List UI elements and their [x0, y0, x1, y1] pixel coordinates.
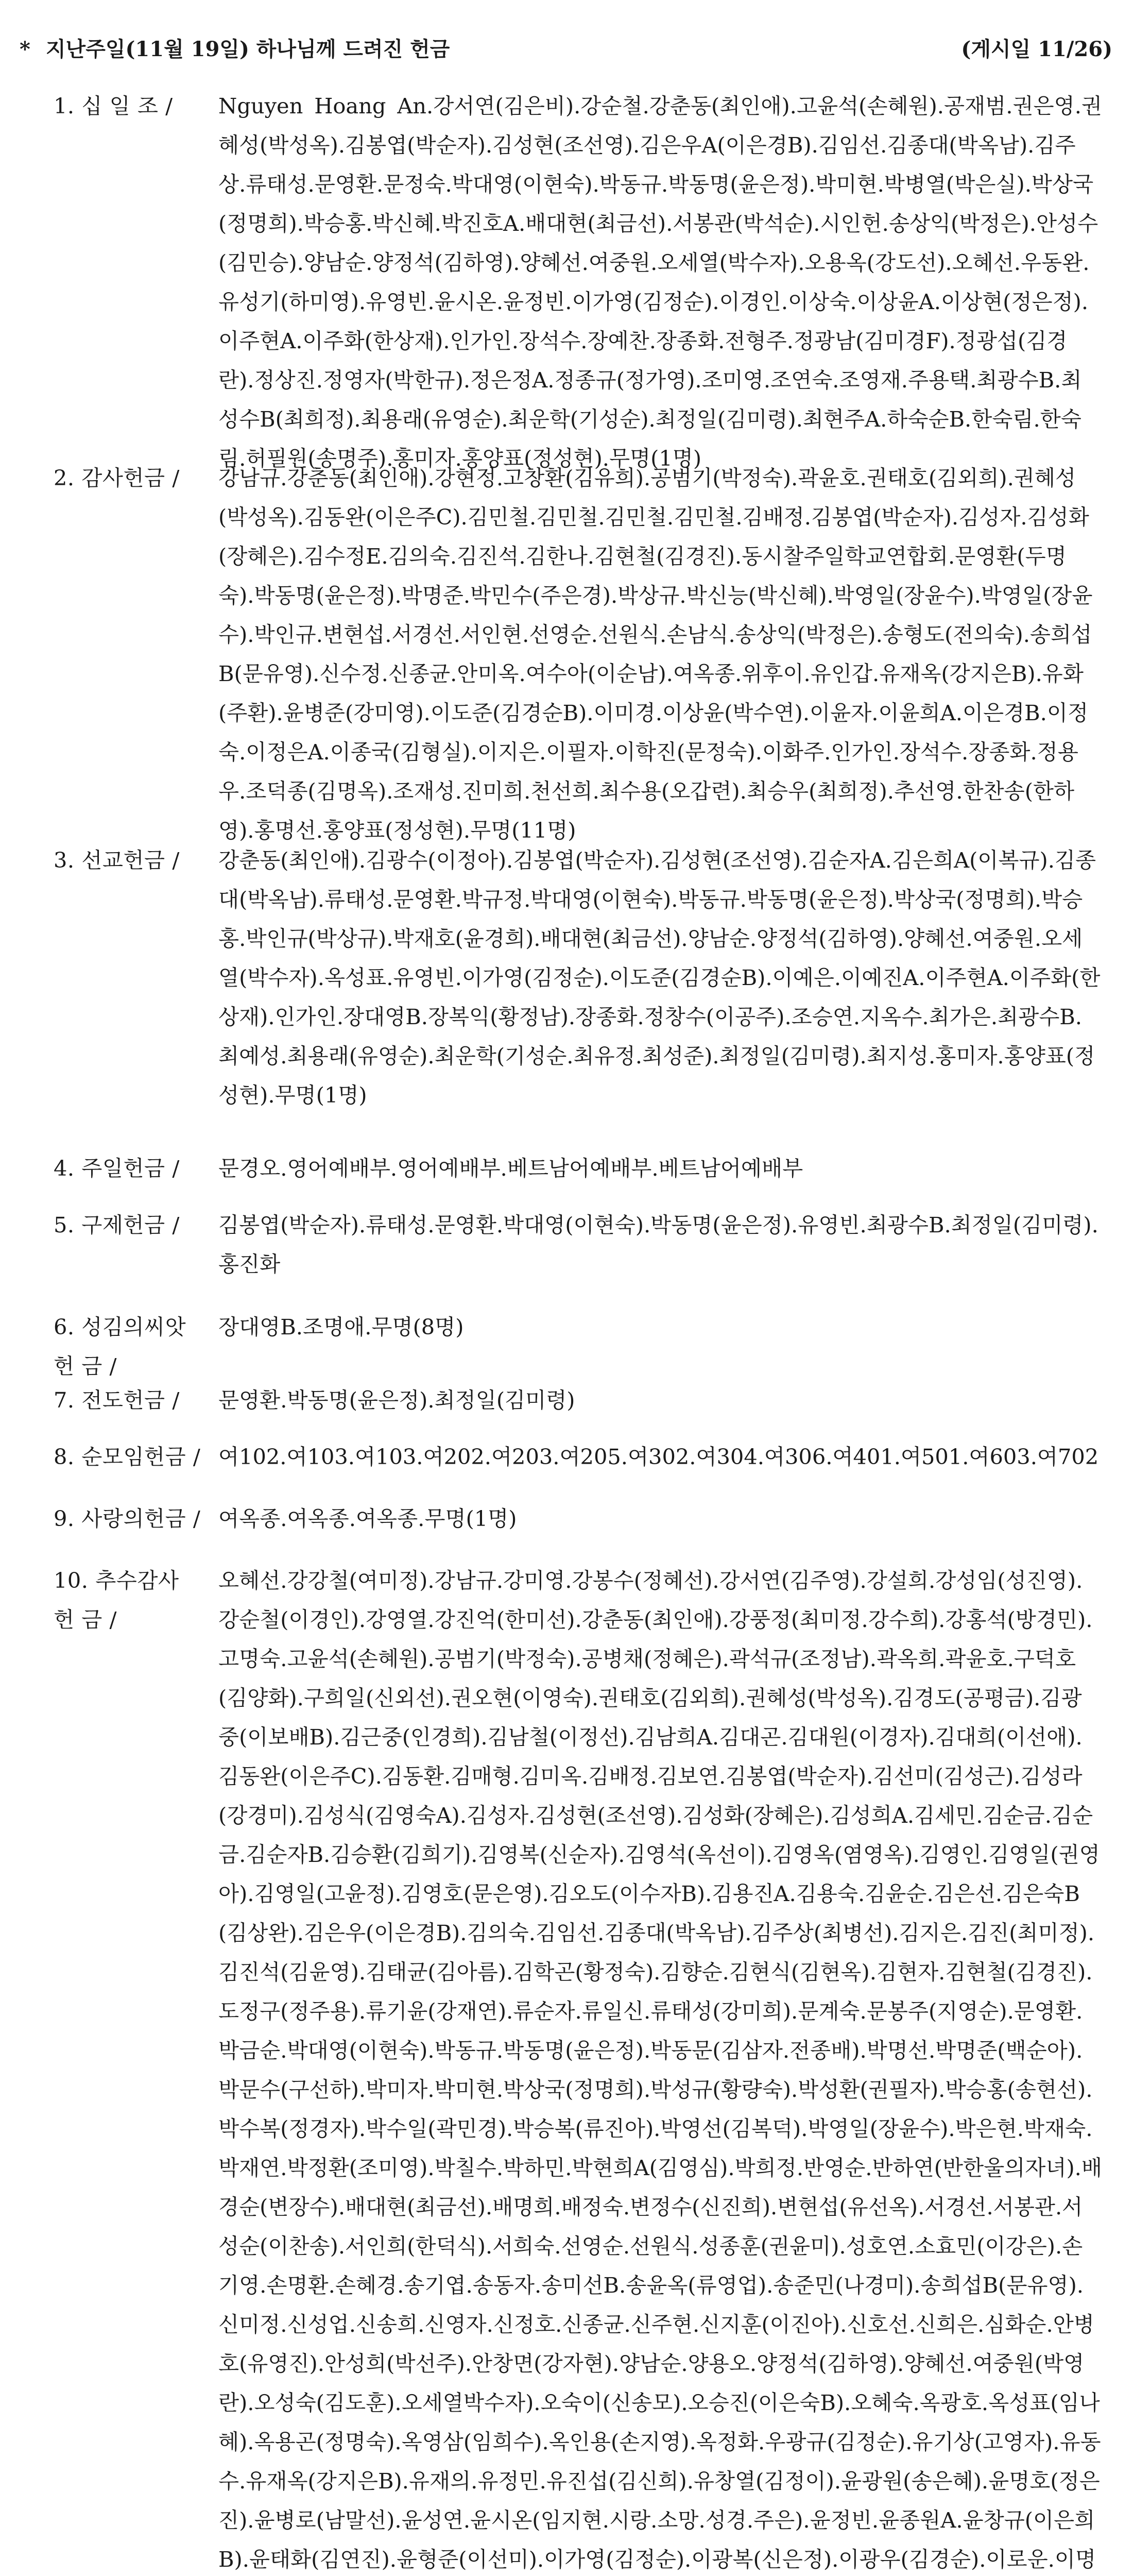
section-label: 7. 전도헌금 /	[54, 1387, 180, 1413]
title-bullet: *	[20, 37, 30, 61]
section-label: 5. 구제헌금 /	[54, 1212, 180, 1238]
section-label: 3. 선교헌금 /	[54, 848, 180, 873]
section-donor-list: 문경오.영어예배부.영어예배부.베트남어예배부.베트남어예배부	[218, 1156, 803, 1181]
section-donor-list: 김봉엽(박순자).류태성.문영환.박대영(이현숙).박동명(윤은정).유영빈.최광수B.최정일(김미령).홍진화	[218, 1212, 1098, 1277]
section-donor-list: 문영환.박동명(윤은정).최정일(김미령)	[218, 1387, 575, 1413]
section-donor-list: 강남규.강춘동(최인애).강현정.고창환(김유희).공범기(박정숙).곽윤호.권태호(김외희).권혜성(박성옥).김동완(이은주C).김민철.김민철.김민철.김민철.김배정.김봉엽(박순자).김성자.김성화(장혜은).김수정E.김의숙.김진석.김한나.김현철(김경진).동시찰주일학교연합회.문영환(두명숙).박동명(윤은정).박명준.박민수(주은경).박상규.박신능(박신혜).박영일(장윤수).박영일(장윤수).박인규.변현섭.서경선.서인현.선영순.선원식.손남식.송상익(박정은).송형도(전의숙).송희섭B(문유영).신수정.신종균.안미옥.여수아(이순남).여옥종.위후이.유인갑.유재옥(강지은B).유화(주환).윤병준(강미영).이도준(김경순B).이미경.이상윤(박수연).이윤자.이윤희A.이은경B.이정숙.이정은A.이종국(김형실).이지은.이필자.이학진(문정숙).이화주.인가인.장석수.장종화.정용우.조덕종(김명옥).조재성.진미희.천선희.최수용(오갑련).최승우(최희정).추선영.한찬송(한하영).홍명선.홍양표(정성현).무명(11명)	[218, 465, 1093, 843]
section-label: 1. 십 일 조 /	[54, 93, 173, 118]
section-donor-list: 오혜선.강강철(여미정).강남규.강미영.강봉수(정혜선).강서연(김주영).강설희.강성임(성진영).강순철(이경인).강영열.강진억(한미선).강춘동(최인애).강풍정(최미정.강수희).강홍석(방경민).고명숙.고윤석(손혜원).공범기(박정숙).공병채(정혜은).곽석규(조정남).곽옥희.곽윤호.구덕호(김양화).구희일(신외선).권오현(이영숙).권태호(김외희).권혜성(박성옥).김경도(공평금).김광중(이보배B).김근중(인경희).김남철(이정선).김남희A.김대곤.김대원(이경자).김대희(이선애).김동완(이은주C).김동환.김매형.김미옥.김배정.김보연.김봉엽(박순자).김선미(김성근).김성라(강경미).김성식(김영숙A).김성자.김성현(조선영).김성화(장혜은).김성희A.김세민.김순금.김순금.김순자B.김승환(김희기).김영복(신순자).김영석(옥선이).김영옥(염영옥).김영인.김영일(권영아).김영일(고윤정).김영호(문은영).김오도(이수자B).김용진A.김용숙.김윤순.김은선.김은숙B(김상완).김은우(이은경B).김의숙.김임선.김종대(박옥남).김주상(최병선).김지은.김진(최미정).김진석(김윤영).김태균(김아름).김학곤(황정숙).김향순.김현식(김현옥).김현자.김현철(김경진).도정구(정주용).류기윤(강재연).류순자.류일신.류태성(강미희).문계숙.문봉주(지영순).문영환.박금순.박대영(이현숙).박동규.박동명(윤은정).박동문(김삼자.전종배).박명선.박명준(백순아).박문수(구선하).박미자.박미현.박상국(정명희).박성규(황량숙).박성환(권필자).박승홍(송현선).박수복(정경자).박수일(곽민경).박승복(류진아).박영선(김복덕).박영일(장윤수).박은현.박재숙.박재연.박정환(조미영).박칠수.박하민.박현희A(김영심).박희정.반영순.반하연(반한울의자녀).배경순(변장수).배대현(최금선).배명희.배정숙.변정수(신진희).변현섭(유선옥).서경선.서봉관.서성순(이찬송).서인희(한덕식).서희숙.선영순.선원식.성종훈(권윤미).성호연.소효민(이강은).손기영.손명환.손혜경.송기엽.송동자.송미선B.송윤옥(류영업).송준민(나경미).송희섭B(문유영).신미정.신성업.신송희.신영자.신정호.신종균.신주현.신지훈(이진아).신호선.신희은.심화순.안병호(유영진).안성희(박선주).안창면(강자현).양남순.양용오.양정석(김하영).양혜선.여중원(박영란).오성숙(김도훈).오세열박수자).오숙이(신송모).오승진(이은숙B).오혜숙.옥광호.옥성표(임나혜).옥용곤(정명숙).옥영삼(임희수).옥인용(손지영).옥정화.우광규(김정순).유기상(고영자).유동수.유재옥(강지은B).유재의.유정민.유진섭(김신희).유창열(김정이).윤광원(송은혜).윤명호(정은진).윤병로(남말선).윤성연.윤시온(임지현.시랑.소망.성경.주은).윤정빈.윤종원A.윤창규(이은희B).윤태화(김연진).윤형준(이선미).이가영(김정순).이광복(신은정).이광우(김경순).이로운.이명	[218, 1568, 1102, 2572]
section-label: 9. 사랑의헌금 /	[54, 1506, 201, 1531]
section-donor-list: 장대영B.조명애.무명(8명)	[218, 1314, 464, 1340]
section-donor-list: 여옥종.여옥종.여옥종.무명(1명)	[218, 1506, 517, 1531]
section-label: 6. 성김의씨앗 헌 금 /	[54, 1314, 186, 1379]
section-label: 4. 주일헌금 /	[54, 1156, 180, 1181]
document-header	[20, 29, 1112, 70]
posted-date: (게시일 11/26)	[961, 37, 1112, 61]
section-donor-list: 강춘동(최인애).김광수(이정아).김봉엽(박순자).김성현(조선영).김순자A.김은희A(이복규).김종대(박옥남).류태성.문영환.박규정.박대영(이현숙).박동규.박동명(윤은정).박상국(정명희).박승홍.박인규(박상규).박재호(윤경희).배대현(최금선).양남순.양정석(김하영).양혜선.여중원.오세열(박수자).옥성표.유영빈.이가영(김정순).이도준(김경순B).이예은.이예진A.이주현A.이주화(한상재).인가인.장대영B.장복익(황정남).장종화.정창수(이공주).조승연.지옥수.최가은.최광수B.최예성.최용래(유영순).최운학(기성순.최유정.최성준).최정일(김미령).최지성.홍미자.홍양표(정성현).무명(1명)	[218, 848, 1101, 1108]
section-label: 2. 감사헌금 /	[54, 465, 180, 490]
section-label: 10. 추수감사 헌 금 /	[54, 1568, 179, 1632]
section-donor-list: Nguyen Hoang An.강서연(김은비).강순철.강춘동(최인애).고윤석(손혜원).공재범.권은영.권혜성(박성옥).김봉엽(박순자).김성현(조선영).김은우A(이은경B).김임선.김종대(박옥남).김주상.류태성.문영환.문정숙.박대영(이현숙).박동규.박동명(윤은정).박미현.박병열(박은실).박상국(정명희).박승홍.박신혜.박진호A.배대현(최금선).서봉관(박석순).시인헌.송상익(박정은).안성수(김민승).양남순.양정석(김하영).양혜선.여중원.오세열(박수자).오용옥(강도선).오혜선.우동완.유성기(하미영).유영빈.윤시온.윤정빈.이가영(김정순).이경인.이상숙.이상윤A.이상현(정은정).이주현A.이주화(한상재).인가인.장석수.장예찬.장종화.전형주.정광남(김미경F).정광섭(김경란).정상진.정영자(박한규).정은정A.정종규(정가영).조미영.조연숙.조영재.주용택.최광수B.최성수B(최희정).최용래(유영순).최운학(기성순).최정일(김미령).최현주A.하숙순B.한숙림.한숙림.허필원(송명주).홍미자.홍양표(정성현).무명(1명)	[218, 93, 1102, 471]
section-label: 8. 순모임헌금 /	[54, 1444, 201, 1469]
section-donor-list: 여102.여103.여103.여202.여203.여205.여302.여304.여306.여401.여501.여603.여702	[218, 1444, 1099, 1469]
page-title: 지난주일(11월 19일) 하나님께 드려진 헌금	[45, 37, 450, 61]
